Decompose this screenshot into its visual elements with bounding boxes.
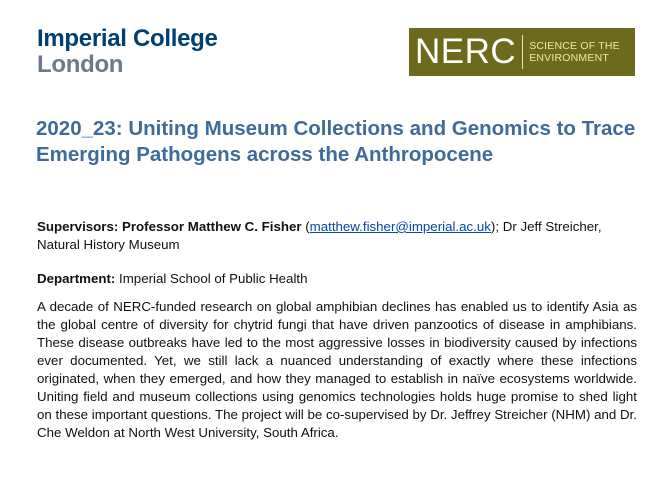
logo-line-london: London xyxy=(37,51,124,78)
nerc-tagline-line2: ENVIRONMENT xyxy=(529,52,609,64)
supervisors-paragraph: Supervisors: Professor Matthew C. Fisher (matthew.fisher@imperial.ac.uk); Dr Jeff Streicher, Natural History Museum xyxy=(37,219,602,252)
department-label: Department: xyxy=(37,271,116,286)
nerc-tagline xyxy=(529,40,620,64)
nerc-logo-divider xyxy=(522,35,523,69)
nerc-logo xyxy=(409,28,635,76)
nerc-wordmark: NERC xyxy=(415,32,517,71)
nerc-tagline-line1: SCIENCE OF THE xyxy=(529,40,620,52)
supervisors-rest: ; Dr Jeff Streicher, Natural History Museum xyxy=(37,219,602,252)
department-value: Imperial School of Public Health xyxy=(119,271,308,286)
imperial-college-logo xyxy=(37,26,218,78)
supervisor-email-link[interactable]: matthew.fisher@imperial.ac.uk xyxy=(309,219,491,234)
project-description: A decade of NERC-funded research on global amphibian declines has enabled us to identify Asia as the global centre of diversity for chytrid fungi that have driven panzootics of disease in amphibians. These disease outbreaks have led to the most aggressive losses in biodiversity caused by infections ever documented. Yet, we still lack a nuanced understanding of exactly where these infections originated, when they emerged, and how they managed to establish in naïve ecosystems worldwide. Uniting field and museum collections using genomics technologies holds huge promise to shed light on these important questions. The project will be co-supervised by Dr. Jeffrey Streicher (NHM) and Dr. Che Weldon at North West University, South Africa. xyxy=(37,299,637,440)
department-paragraph xyxy=(37,270,637,288)
logo-line-imperial-college: Imperial College xyxy=(37,25,218,52)
project-title: 2020_23: Uniting Museum Collections and Genomics to Trace Emerging Pathogens across the Anthropocene xyxy=(36,117,636,166)
supervisors-label: Supervisors: Professor Matthew C. Fisher xyxy=(37,219,302,234)
